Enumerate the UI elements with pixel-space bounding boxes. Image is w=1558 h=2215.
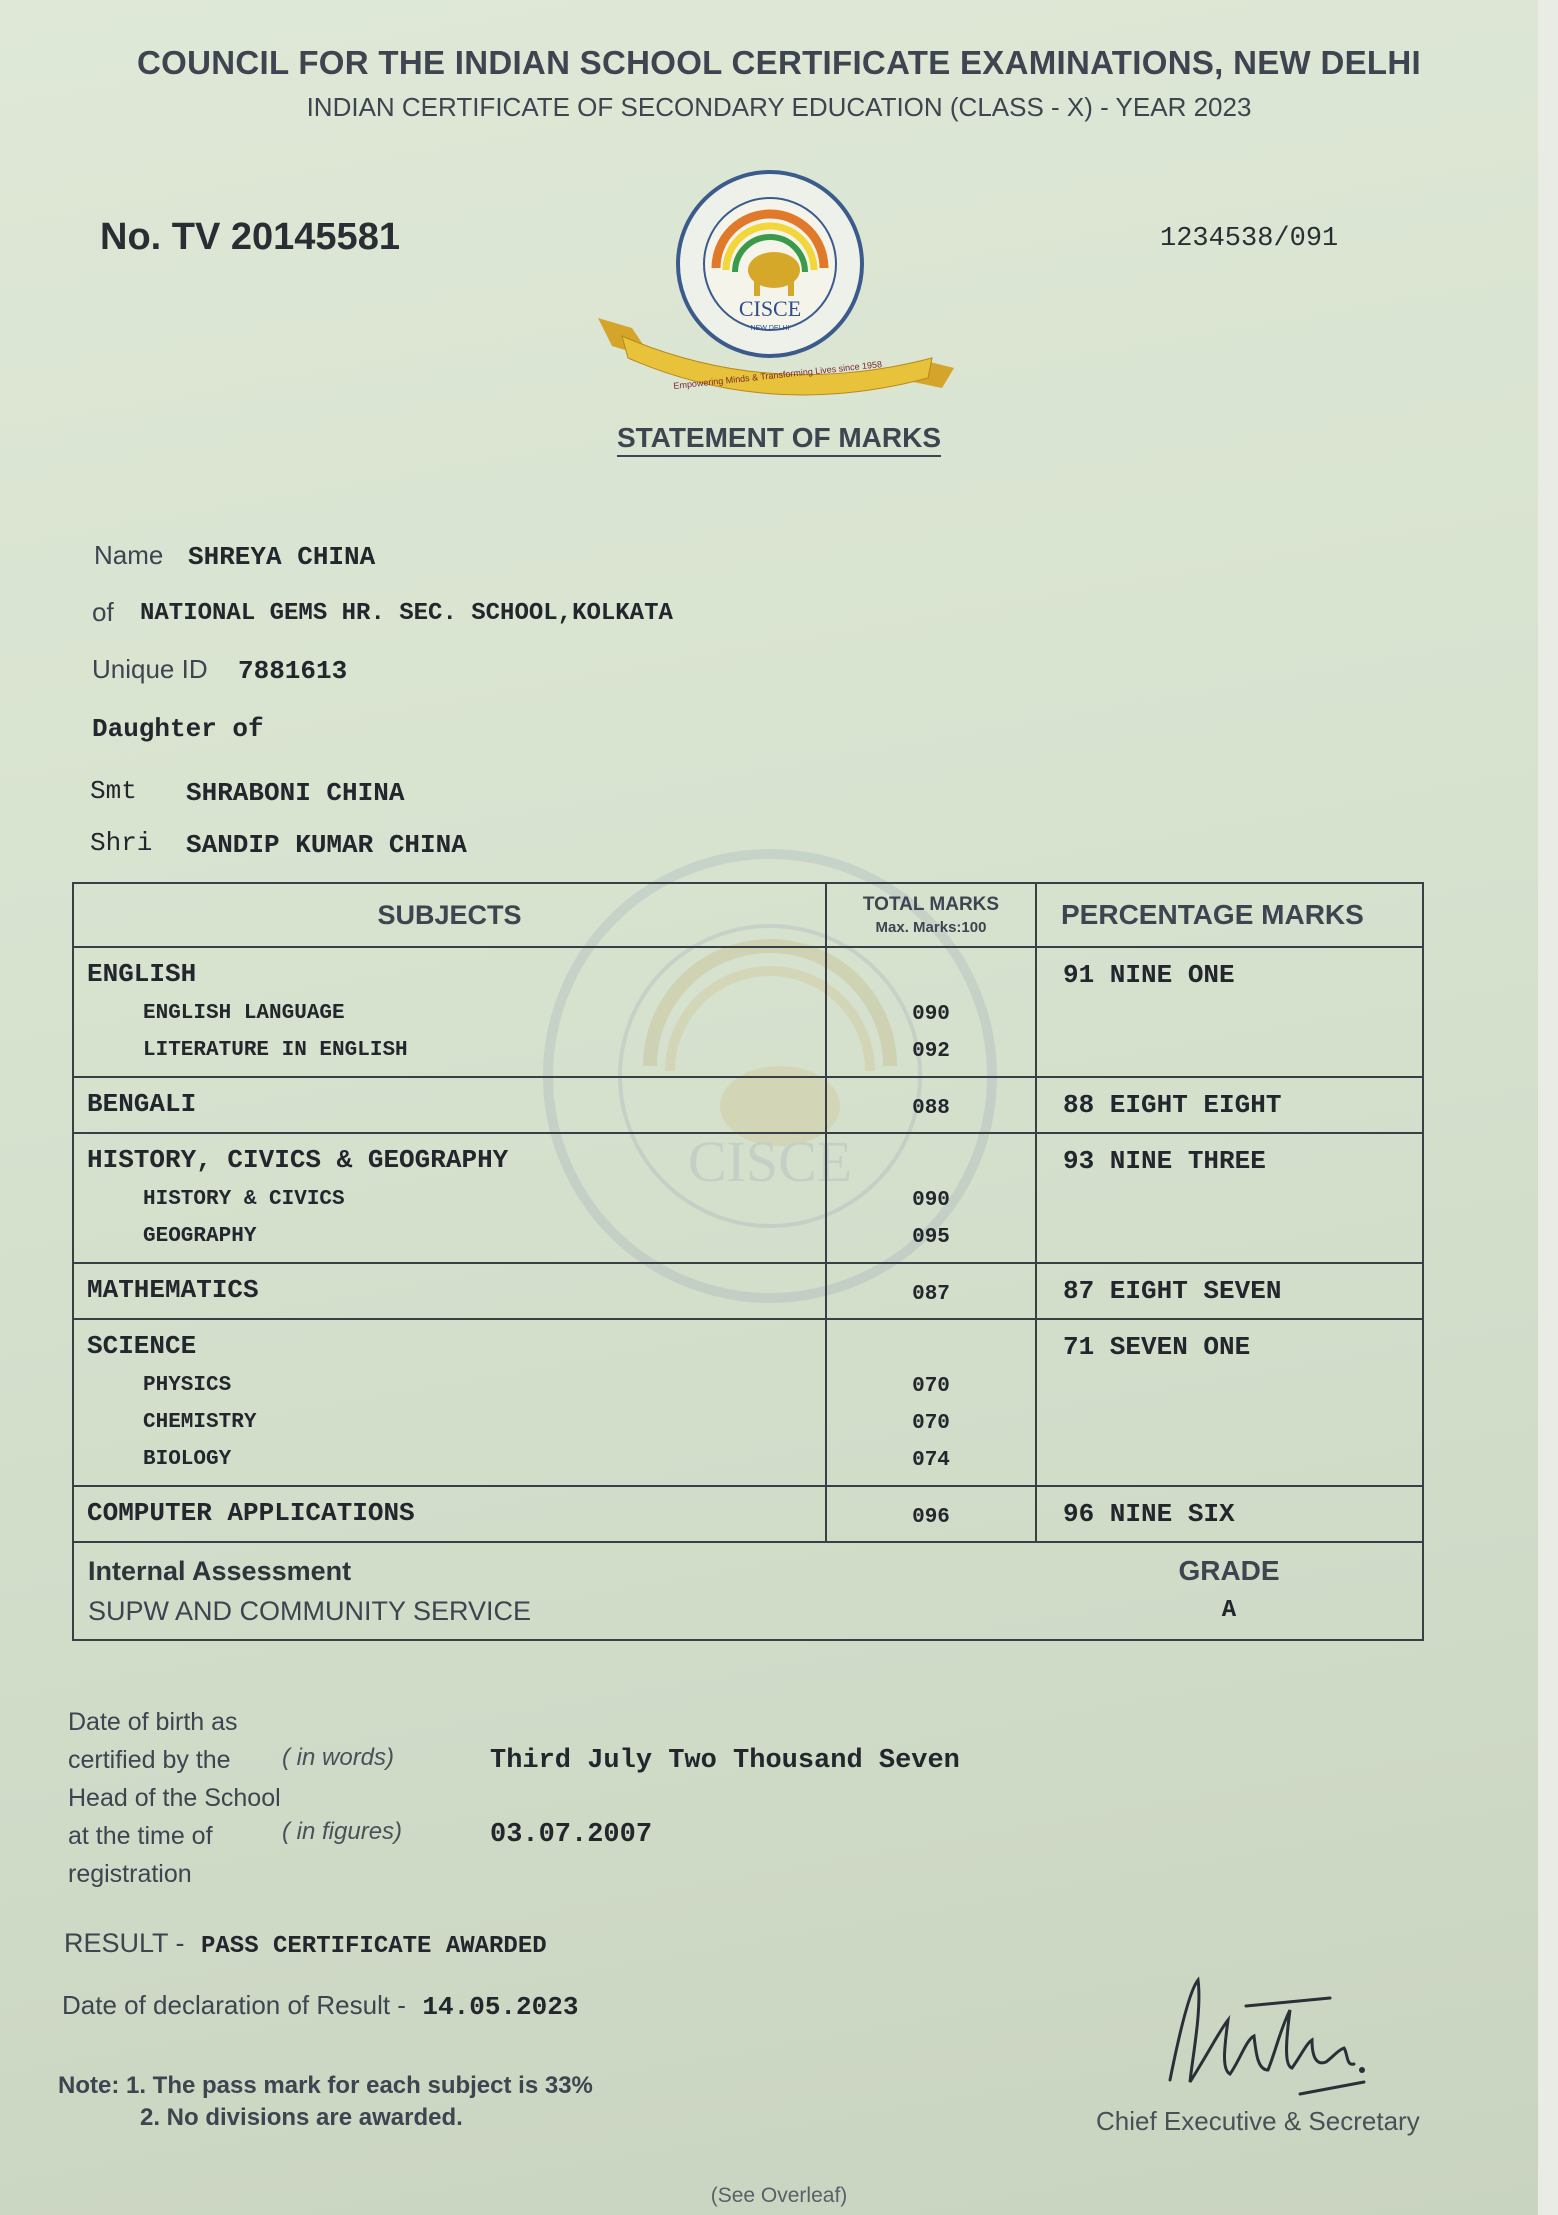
sub-subject: BIOLOGY xyxy=(143,1448,232,1471)
table-row xyxy=(73,947,1423,1077)
percentage-cell: 96 NINE SIX xyxy=(1036,1486,1423,1542)
signature xyxy=(1150,1970,1380,2100)
internal-assessment-label: Internal Assessment xyxy=(88,1556,352,1586)
percentage-cell: 88 EIGHT EIGHT xyxy=(1036,1077,1423,1133)
relation-label: Daughter of xyxy=(92,714,264,744)
mother-prefix: Smt xyxy=(90,776,137,806)
dob-figures: 03.07.2007 xyxy=(490,1820,653,1850)
subject-name: HISTORY, CIVICS & GEOGRAPHY xyxy=(87,1145,509,1175)
certificate-number: No. TV 20145581 xyxy=(100,216,400,258)
exam-heading: INDIAN CERTIFICATE OF SECONDARY EDUCATION (CLASS - X) - YEAR 2023 xyxy=(306,92,1252,122)
subject-name: SCIENCE xyxy=(87,1331,197,1361)
table-row xyxy=(73,1319,1423,1486)
result-label: RESULT - xyxy=(64,1928,185,1958)
percentage-cell: 71 SEVEN ONE xyxy=(1036,1319,1423,1486)
candidate-name: SHREYA CHINA xyxy=(188,542,376,572)
reference-number: 1234538/091 xyxy=(1160,224,1339,254)
sub-subject: HISTORY & CIVICS xyxy=(143,1188,345,1211)
declaration-label: Date of declaration of Result - xyxy=(62,1990,406,2020)
see-overleaf: (See Overleaf) xyxy=(710,2184,848,2207)
school-name: NATIONAL GEMS HR. SEC. SCHOOL,KOLKATA xyxy=(140,600,673,627)
father-prefix: Shri xyxy=(90,828,153,858)
signatory-title: Chief Executive & Secretary xyxy=(1096,2106,1420,2136)
total-marks-header: TOTAL MARKS Max. Marks:100 xyxy=(826,883,1036,947)
dob-label: Date of birth as certified by the Head of the School at the time of registration xyxy=(68,1708,281,1888)
marks-cell: 096 xyxy=(826,1486,1036,1542)
declaration xyxy=(62,1990,578,2022)
result xyxy=(64,1928,547,1960)
subject-name: ENGLISH xyxy=(87,959,197,989)
marks-cell: 090 095 xyxy=(826,1133,1036,1263)
table-row xyxy=(73,1263,1423,1319)
uid-label: Unique ID xyxy=(92,654,208,684)
subjects-header: SUBJECTS xyxy=(73,883,826,947)
result-value: PASS CERTIFICATE AWARDED xyxy=(200,1933,547,1960)
subject-name: BENGALI xyxy=(87,1089,197,1119)
sub-subject: ENGLISH LANGUAGE xyxy=(143,1002,345,1025)
dob-words-label: ( in words) xyxy=(282,1744,395,1771)
dob-figures-label: ( in figures) xyxy=(282,1818,403,1845)
table-row xyxy=(73,1077,1423,1133)
percentage-cell: 93 NINE THREE xyxy=(1036,1133,1423,1263)
note-1: 1. The pass mark for each subject is 33% xyxy=(126,2072,593,2099)
marks-cell: 088 xyxy=(826,1077,1036,1133)
cisce-logo xyxy=(592,168,960,400)
sub-subject: PHYSICS xyxy=(143,1374,232,1397)
table-row xyxy=(73,1133,1423,1263)
notes xyxy=(58,2070,593,2134)
percentage-cell: 91 NINE ONE xyxy=(1036,947,1423,1077)
document-title: STATEMENT OF MARKS xyxy=(0,422,1558,454)
school-label: of xyxy=(92,597,114,627)
table-row xyxy=(73,1486,1423,1542)
svg-text:NEW DELHI: NEW DELHI xyxy=(750,325,790,332)
subject-name: MATHEMATICS xyxy=(87,1275,259,1305)
paper-edge xyxy=(1538,0,1558,2215)
council-heading: COUNCIL FOR THE INDIAN SCHOOL CERTIFICATE EXAMINATIONS, NEW DELHI xyxy=(137,44,1421,81)
svg-text:Empowering Minds & Transformin: Empowering Minds & Transforming Lives since 1958 xyxy=(672,359,883,391)
svg-text:CISCE: CISCE xyxy=(738,296,802,321)
dob-words: Third July Two Thousand Seven xyxy=(490,1746,960,1776)
percentage-cell: 87 EIGHT SEVEN xyxy=(1036,1263,1423,1319)
sub-subject: GEOGRAPHY xyxy=(143,1225,257,1248)
note-label: Note: xyxy=(58,2072,120,2099)
marks-cell: 087 xyxy=(826,1263,1036,1319)
unique-id: 7881613 xyxy=(238,656,348,686)
marks-table xyxy=(72,882,1424,1641)
marks-cell: 070 070 074 xyxy=(826,1319,1036,1486)
subject-name: COMPUTER APPLICATIONS xyxy=(87,1498,415,1528)
mother-name: SHRABONI CHINA xyxy=(186,778,405,808)
grade-label: GRADE xyxy=(1178,1555,1280,1586)
father-name: SANDIP KUMAR CHINA xyxy=(186,830,467,860)
name-label: Name xyxy=(94,540,164,570)
percentage-header: PERCENTAGE MARKS xyxy=(1036,883,1423,947)
note-2: 2. No divisions are awarded. xyxy=(140,2104,463,2131)
sub-subject: CHEMISTRY xyxy=(143,1411,257,1434)
ia-subject: SUPW AND COMMUNITY SERVICE xyxy=(88,1596,532,1626)
marks-cell: 090 092 xyxy=(826,947,1036,1077)
svg-text:CISCE: CISCE xyxy=(687,1129,853,1194)
table-header xyxy=(73,883,1423,947)
sub-subject: LITERATURE IN ENGLISH xyxy=(143,1039,408,1062)
grade-value: A xyxy=(1221,1597,1237,1624)
declaration-date: 14.05.2023 xyxy=(422,1992,579,2022)
internal-assessment-row xyxy=(73,1542,1423,1640)
